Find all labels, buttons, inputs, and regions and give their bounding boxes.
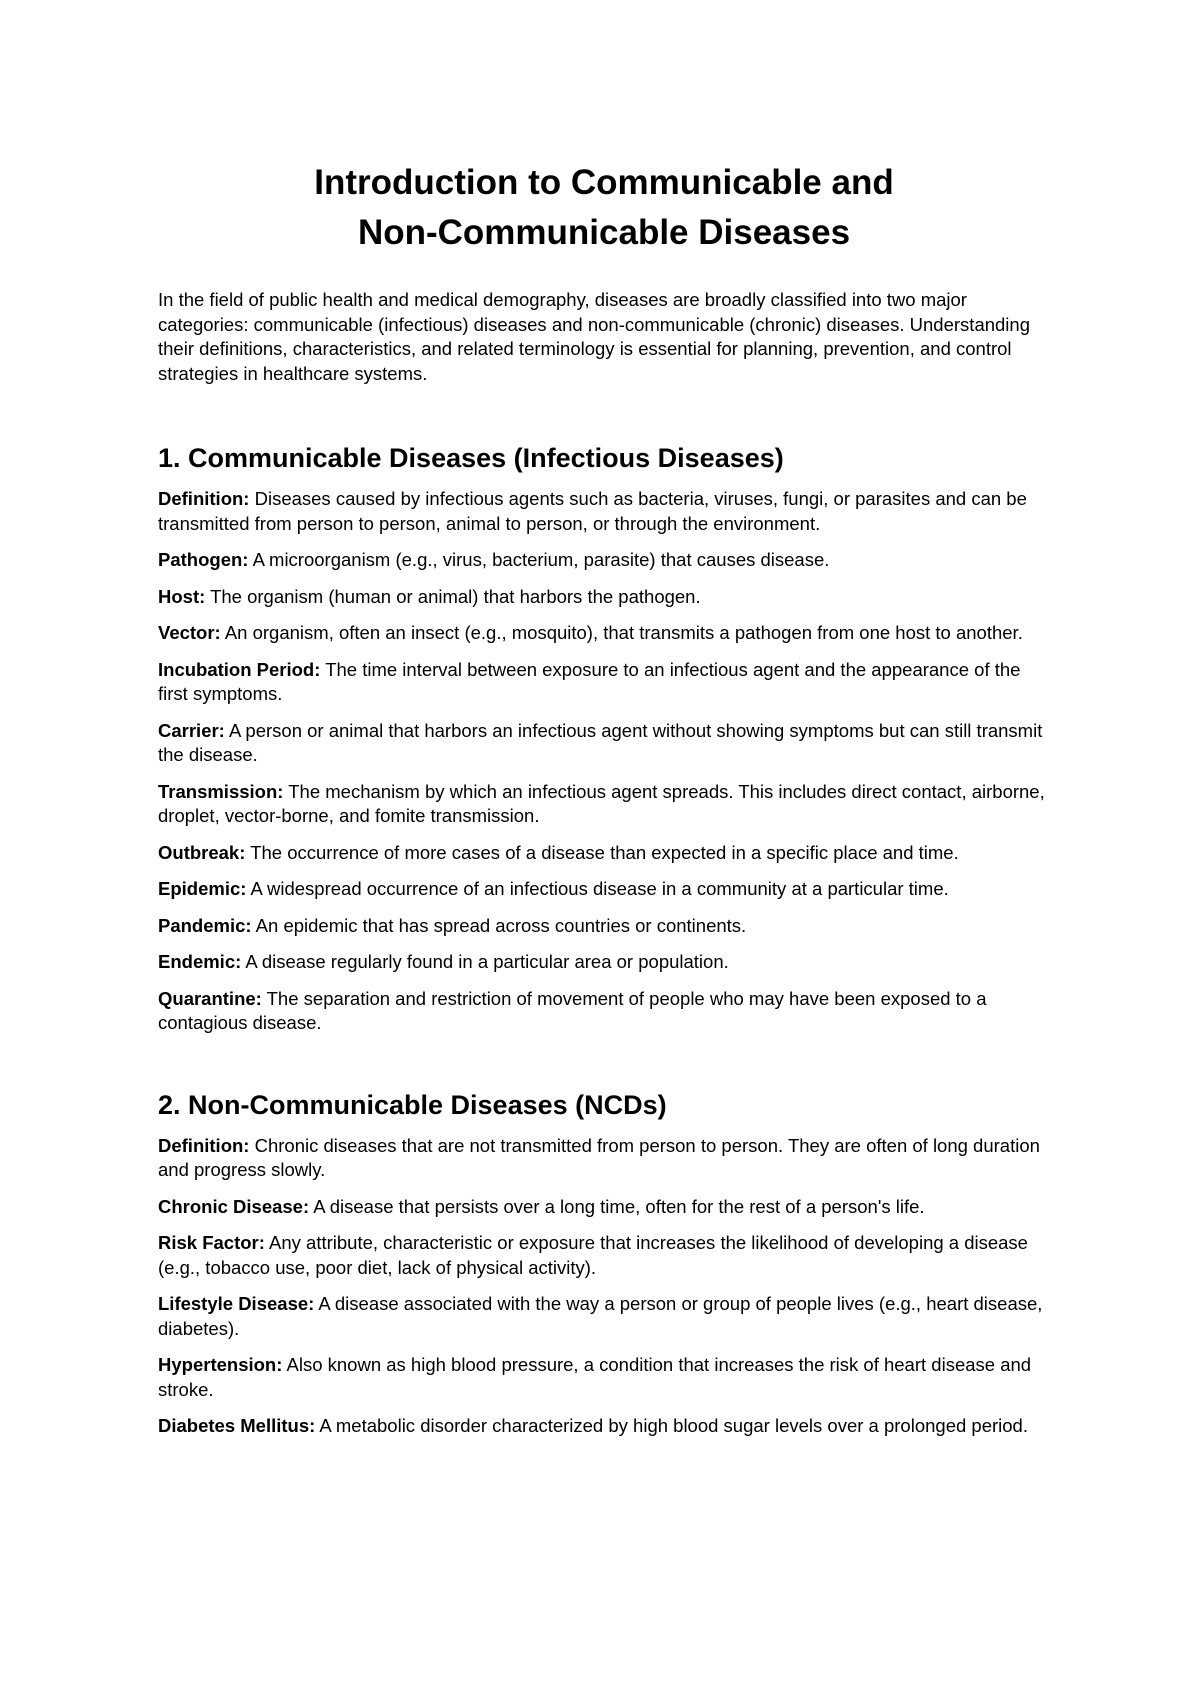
term-definition: A metabolic disorder characterized by high blood sugar levels over a prolonged period. [315,1415,1028,1436]
term-label: Hypertension: [158,1354,283,1375]
term-definition: A widespread occurrence of an infectious disease in a community at a particular time. [246,878,949,899]
document-title [158,158,1050,258]
term-definition: The occurrence of more cases of a disease than expected in a specific place and time. [245,841,959,863]
term-definition: A disease associated with the way a person or group of people lives (e.g., heart disease, diabetes). [158,1293,1043,1339]
term-label: Diabetes Mellitus: [158,1415,316,1436]
term-label: Pandemic: [158,914,252,936]
term-definition: Chronic diseases that are not transmitted from person to person. They are often of long duration and progress slowly. [158,1134,1040,1180]
term-entry [158,914,1050,939]
term-label: Chronic Disease: [158,1195,310,1217]
term-label: Incubation Period: [158,658,321,680]
term-entry [158,1292,1050,1341]
term-label: Pathogen: [158,549,249,570]
term-entry [158,1353,1050,1402]
term-entry [158,658,1050,707]
term-label: Definition: [158,488,250,509]
term-definition: Diseases caused by infectious agents such as bacteria, viruses, fungi, or parasites and can be transmitted from person to person, animal to person, or through the environment. [158,488,1027,534]
term-label: Lifestyle Disease: [158,1293,315,1314]
term-definition: The mechanism by which an infectious agent spreads. This includes direct contact, airborne, droplet, vector-borne, and fomite transmission. [158,780,1045,826]
term-entry [158,780,1050,829]
term-definition: A microorganism (e.g., virus, bacterium, parasite) that causes disease. [248,549,830,570]
term-label: Risk Factor: [158,1232,265,1253]
term-label: Vector: [158,622,221,643]
term-entry [158,1414,1050,1439]
term-label: Endemic: [158,951,242,972]
term-definition: Any attribute, characteristic or exposure that increases the likelihood of developing a disease (e.g., tobacco use, poor diet, lack of physical activity). [158,1232,1028,1278]
term-definition: A disease that persists over a long time, often for the rest of a person's life. [309,1195,925,1217]
term-entry [158,487,1050,536]
term-label: Quarantine: [158,987,262,1009]
term-entry [158,719,1050,768]
term-definition: A disease regularly found in a particular area or population. [241,951,729,972]
term-entry [158,548,1050,573]
title-line-1: Introduction to Communicable and [314,163,894,202]
term-entry [158,1195,1050,1220]
term-entry [158,950,1050,975]
term-entry [158,841,1050,866]
term-definition: The separation and restriction of movement of people who may have been exposed to a contagious disease. [158,987,987,1033]
section-heading-non-communicable: 2. Non-Communicable Diseases (NCDs) [158,1089,667,1120]
term-definition: Also known as high blood pressure, a condition that increases the risk of heart disease and stroke. [158,1354,1032,1400]
term-definition: An organism, often an insect (e.g., mosquito), that transmits a pathogen from one host to another. [220,622,1023,643]
term-label: Carrier: [158,719,225,741]
term-definition: The organism (human or animal) that harbors the pathogen. [205,585,701,607]
document-page [158,158,1050,1451]
term-definition: The time interval between exposure to an infectious agent and the appearance of the first symptoms. [158,658,1021,704]
title-line-2: Non-Communicable Diseases [357,213,851,252]
term-entry [158,621,1050,646]
term-label: Host: [158,585,206,607]
term-entry [158,877,1050,902]
term-definition: A person or animal that harbors an infectious agent without showing symptoms but can still transmit the disease. [158,719,1043,765]
term-list-communicable [158,487,1050,1036]
section-heading-communicable: 1. Communicable Diseases (Infectious Diseases) [158,443,784,473]
term-entry [158,1231,1050,1280]
term-definition: An epidemic that has spread across countries or continents. [251,914,747,936]
term-entry [158,585,1050,610]
term-label: Outbreak: [158,841,246,863]
term-entry [158,987,1050,1036]
intro-paragraph: In the field of public health and medical demography, diseases are broadly classified into two major categories: communicable (infectious) diseases and non-communicable (chronic) diseases. Understanding their definitions, characteristics, and related terminology is essential for planning, prevention, and control strategies in healthcare systems. [158,289,1030,384]
term-list-non-communicable [158,1134,1050,1439]
term-label: Epidemic: [158,878,247,899]
term-label: Transmission: [158,780,284,802]
term-entry [158,1134,1050,1183]
term-label: Definition: [158,1134,250,1156]
